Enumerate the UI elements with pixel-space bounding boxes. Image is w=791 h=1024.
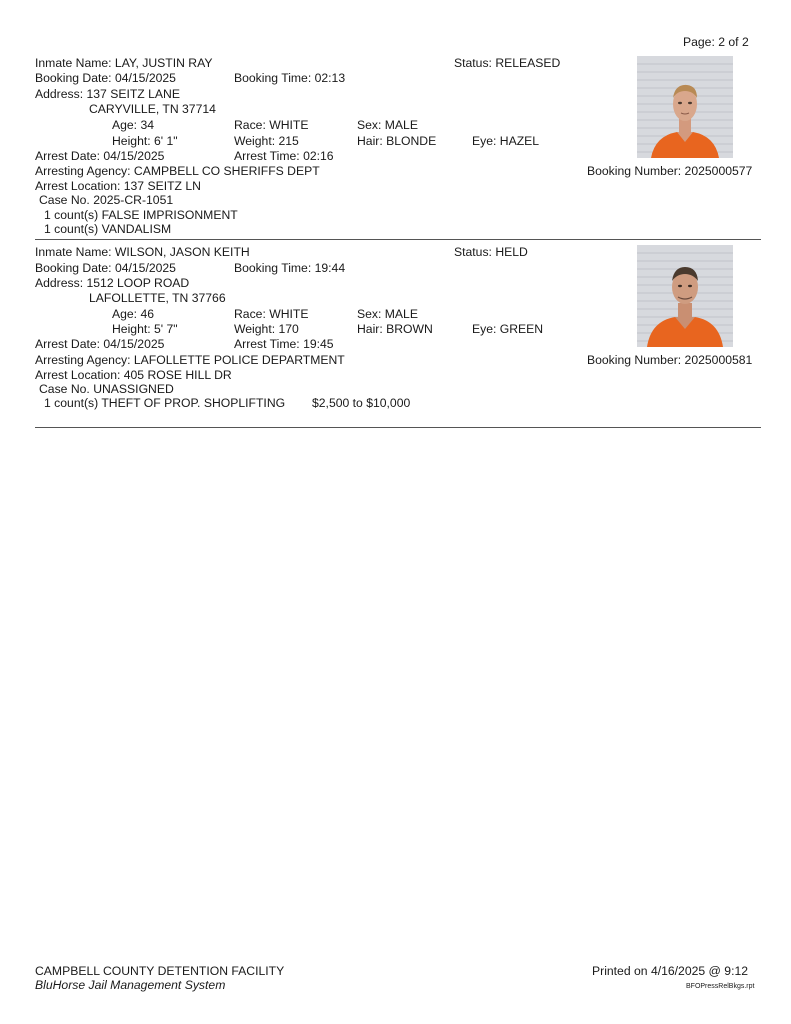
report-filename: BFOPressRelBkgs.rpt (686, 983, 755, 990)
arresting-agency: Arresting Agency: CAMPBELL CO SHERIFFS DEPT (35, 164, 320, 178)
booking-date: Booking Date: 04/15/2025 (35, 71, 176, 85)
facility-name: CAMPBELL COUNTY DETENTION FACILITY (35, 964, 285, 978)
mugshot-image (637, 245, 733, 347)
address-line1: Address: 1512 LOOP ROAD (35, 276, 190, 290)
bond-range: $2,500 to $10,000 (312, 396, 411, 410)
age: Age: 46 (112, 307, 155, 321)
eye: Eye: GREEN (472, 322, 544, 336)
age: Age: 34 (112, 118, 155, 132)
case-number: Case No. UNASSIGNED (39, 382, 174, 396)
booking-number: Booking Number: 2025000581 (587, 353, 753, 367)
race: Race: WHITE (234, 307, 309, 321)
case-number: Case No. 2025-CR-1051 (39, 193, 174, 207)
arresting-agency: Arresting Agency: LAFOLLETTE POLICE DEPARTMENT (35, 353, 345, 367)
height: Height: 5' 7" (112, 322, 178, 336)
charge-item: 1 count(s) VANDALISM (44, 222, 172, 236)
arrest-time: Arrest Time: 19:45 (234, 337, 334, 351)
eye: Eye: HAZEL (472, 134, 540, 148)
hair: Hair: BLONDE (357, 134, 437, 148)
booking-time: Booking Time: 02:13 (234, 71, 346, 85)
address-line1: Address: 137 SEITZ LANE (35, 87, 180, 101)
system-name: BluHorse Jail Management System (35, 978, 226, 992)
address-line2: LAFOLLETTE, TN 37766 (89, 291, 226, 305)
booking-time: Booking Time: 19:44 (234, 261, 346, 275)
race: Race: WHITE (234, 118, 309, 132)
status: Status: RELEASED (454, 56, 561, 70)
arrest-location: Arrest Location: 405 ROSE HILL DR (35, 368, 232, 382)
mugshot-image (637, 56, 733, 158)
booking-number: Booking Number: 2025000577 (587, 164, 753, 178)
sex: Sex: MALE (357, 307, 418, 321)
charge-item: 1 count(s) FALSE IMPRISONMENT (44, 208, 238, 222)
status: Status: HELD (454, 245, 528, 259)
arrest-time: Arrest Time: 02:16 (234, 149, 334, 163)
booking-date: Booking Date: 04/15/2025 (35, 261, 176, 275)
record-divider (35, 239, 761, 240)
printed-timestamp: Printed on 4/16/2025 @ 9:12 (592, 964, 749, 978)
weight: Weight: 170 (234, 322, 299, 336)
hair: Hair: BROWN (357, 322, 433, 336)
page-number: Page: 2 of 2 (683, 35, 749, 49)
record-divider (35, 427, 761, 428)
charge-item: 1 count(s) THEFT OF PROP. SHOPLIFTING (44, 396, 286, 410)
arrest-date: Arrest Date: 04/15/2025 (35, 337, 165, 351)
arrest-date: Arrest Date: 04/15/2025 (35, 149, 165, 163)
address-line2: CARYVILLE, TN 37714 (89, 102, 216, 116)
weight: Weight: 215 (234, 134, 299, 148)
mugshot-photo (637, 245, 733, 347)
inmate-name: Inmate Name: LAY, JUSTIN RAY (35, 56, 213, 70)
height: Height: 6' 1" (112, 134, 178, 148)
sex: Sex: MALE (357, 118, 418, 132)
arrest-location: Arrest Location: 137 SEITZ LN (35, 179, 201, 193)
mugshot-photo (637, 56, 733, 158)
inmate-name: Inmate Name: WILSON, JASON KEITH (35, 245, 250, 259)
